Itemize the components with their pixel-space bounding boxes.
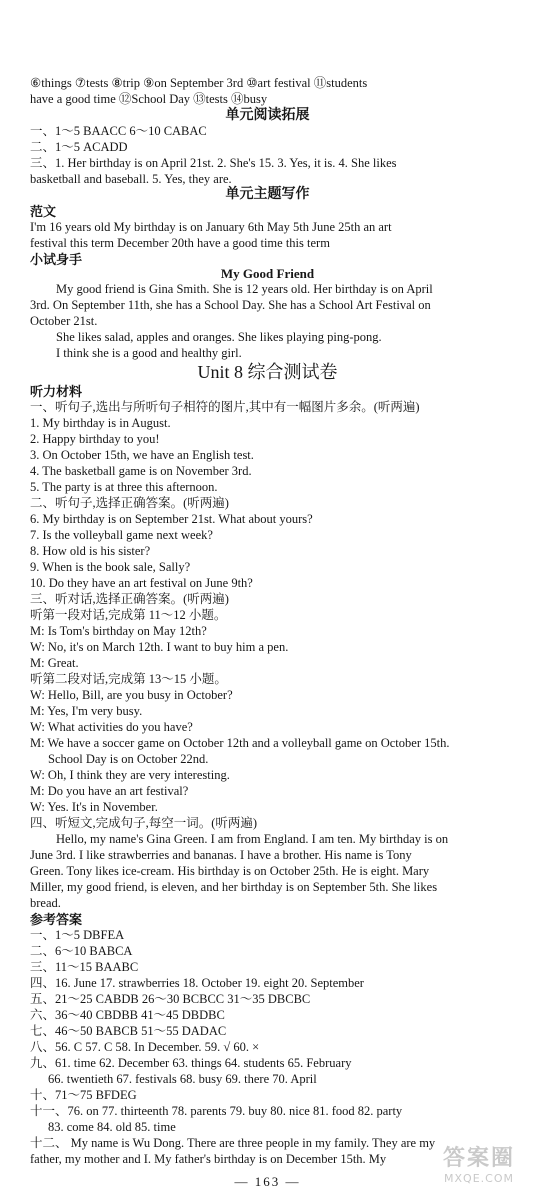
text-line: School Day is on October 22nd. bbox=[48, 752, 209, 766]
watermark-url: MXQE.COM bbox=[444, 1172, 514, 1185]
text-line: Hello, my name's Gina Green. I am from England. I am ten. My birthday is on bbox=[56, 832, 449, 846]
text-line: 7. Is the volleyball game next week? bbox=[30, 528, 213, 542]
text-line: 66. twentieth 67. festivals 68. busy 69. there 70. April bbox=[48, 1072, 317, 1086]
text-line: 二、听句子,选择正确答案。(听两遍) bbox=[30, 496, 229, 510]
text-line: 听第一段对话,完成第 11～12 小题。 bbox=[30, 608, 227, 622]
text-line: M: Is Tom's birthday on May 12th? bbox=[30, 624, 207, 638]
watermark-logo bbox=[431, 1146, 527, 1196]
text-line: 九、61. time 62. December 63. things 64. students 65. February bbox=[30, 1056, 352, 1070]
text-line: 七、46～50 BABCB 51～55 DADAC bbox=[30, 1024, 227, 1038]
text-line: 八、56. C 57. C 58. In December. 59. √ 60. × bbox=[30, 1040, 260, 1054]
text-line: 十二、 My name is Wu Dong. There are three people in my family. They are my bbox=[30, 1136, 436, 1150]
text-line: 十、71～75 BFDEG bbox=[30, 1088, 137, 1102]
text-line: father, my mother and I. My father's birthday is on December 15th. My bbox=[30, 1152, 387, 1166]
text-line: W: Hello, Bill, are you busy in October? bbox=[30, 688, 233, 702]
sub-heading: 参考答案 bbox=[30, 912, 83, 927]
text-line: 四、16. June 17. strawberries 18. October 19. eight 20. September bbox=[30, 976, 364, 990]
text-line: Green. Tony likes ice-cream. His birthday is on October 25th. He is eight. Mary bbox=[30, 864, 430, 878]
text-line: W: What activities do you have? bbox=[30, 720, 193, 734]
text-line: June 3rd. I like strawberries and bananas. I have a brother. His name is Tony bbox=[30, 848, 412, 862]
text-line: ⑥things ⑦tests ⑧trip ⑨on September 3rd ⑩art festival ⑪students bbox=[30, 76, 368, 90]
text-line: W: No, it's on March 12th. I want to buy him a pen. bbox=[30, 640, 289, 654]
text-line: 二、6～10 BABCA bbox=[30, 944, 133, 958]
text-line: 五、21～25 CABDB 26～30 BCBCC 31～35 DBCBC bbox=[30, 992, 311, 1006]
text-line: I'm 16 years old My birthday is on January 6th May 5th June 25th an art bbox=[30, 220, 392, 234]
text-line: 三、听对话,选择正确答案。(听两遍) bbox=[30, 592, 229, 606]
text-line: 5. The party is at three this afternoon. bbox=[30, 480, 218, 494]
text-line: 1. My birthday is in August. bbox=[30, 416, 171, 430]
text-line: 一、听句子,选出与所听句子相符的图片,其中有一幅图片多余。(听两遍) bbox=[30, 400, 420, 414]
text-line: 听第二段对话,完成第 13～15 小题。 bbox=[30, 672, 227, 686]
page-number: — 163 — bbox=[234, 1174, 301, 1189]
text-line: 4. The basketball game is on November 3rd. bbox=[30, 464, 252, 478]
text-line: 十一、76. on 77. thirteenth 78. parents 79. buy 80. nice 81. food 82. party bbox=[30, 1104, 403, 1118]
text-line: W: Oh, I think they are very interesting. bbox=[30, 768, 230, 782]
unit-heading: Unit 8 综合测试卷 bbox=[197, 362, 338, 382]
text-line: W: Yes. It's in November. bbox=[30, 800, 158, 814]
text-line: 10. Do they have an art festival on June 9th? bbox=[30, 576, 253, 590]
sub-heading: 范文 bbox=[30, 204, 57, 219]
text-line: M: Yes, I'm very busy. bbox=[30, 704, 143, 718]
text-line: bread. bbox=[30, 896, 61, 910]
watermark-text: 答案圈 bbox=[442, 1146, 515, 1171]
text-line: 一、1～5 BAACC 6～10 CABAC bbox=[30, 124, 207, 138]
text-line: 二、1～5 ACADD bbox=[30, 140, 128, 154]
text-line: Miller, my good friend, is eleven, and her birthday is on September 5th. She likes bbox=[30, 880, 438, 894]
section-heading: 单元阅读拓展 bbox=[225, 108, 310, 123]
text-line: 四、听短文,完成句子,每空一词。(听两遍) bbox=[30, 816, 258, 830]
text-line: October 21st. bbox=[30, 314, 98, 328]
text-line: 83. come 84. old 85. time bbox=[48, 1120, 176, 1134]
text-line: 一、1～5 DBFEA bbox=[30, 928, 125, 942]
section-heading: 单元主题写作 bbox=[225, 187, 310, 202]
text-line: M: Do you have an art festival? bbox=[30, 784, 189, 798]
text-line: 6. My birthday is on September 21st. What about yours? bbox=[30, 512, 313, 526]
sub-heading: 听力材料 bbox=[30, 384, 83, 399]
text-line: I think she is a good and healthy girl. bbox=[56, 346, 242, 360]
text-line: festival this term December 20th have a good time this term bbox=[30, 236, 330, 250]
text-line: My good friend is Gina Smith. She is 12 years old. Her birthday is on April bbox=[56, 282, 433, 296]
text-line: 三、11～15 BAABC bbox=[30, 960, 139, 974]
text-line: 2. Happy birthday to you! bbox=[30, 432, 160, 446]
sub-heading: 小试身手 bbox=[30, 252, 83, 267]
essay-title: My Good Friend bbox=[220, 266, 315, 281]
text-line: M: Great. bbox=[30, 656, 79, 670]
text-line: M: We have a soccer game on October 12th and a volleyball game on October 15th. bbox=[30, 736, 450, 750]
text-line: have a good time ⑫School Day ⑬tests ⑭busy bbox=[30, 92, 268, 106]
text-line: basketball and baseball. 5. Yes, they are. bbox=[30, 172, 232, 186]
text-line: 9. When is the book sale, Sally? bbox=[30, 560, 191, 574]
text-line: 三、1. Her birthday is on April 21st. 2. She's 15. 3. Yes, it is. 4. She likes bbox=[30, 156, 397, 170]
text-line: 六、36～40 CBDBB 41～45 DBDBC bbox=[30, 1008, 225, 1022]
text-line: 8. How old is his sister? bbox=[30, 544, 151, 558]
text-line: 3rd. On September 11th, she has a School Day. She has a School Art Festival on bbox=[30, 298, 431, 312]
text-line: She likes salad, apples and oranges. She likes playing ping-pong. bbox=[56, 330, 382, 344]
text-line: 3. On October 15th, we have an English test. bbox=[30, 448, 254, 462]
